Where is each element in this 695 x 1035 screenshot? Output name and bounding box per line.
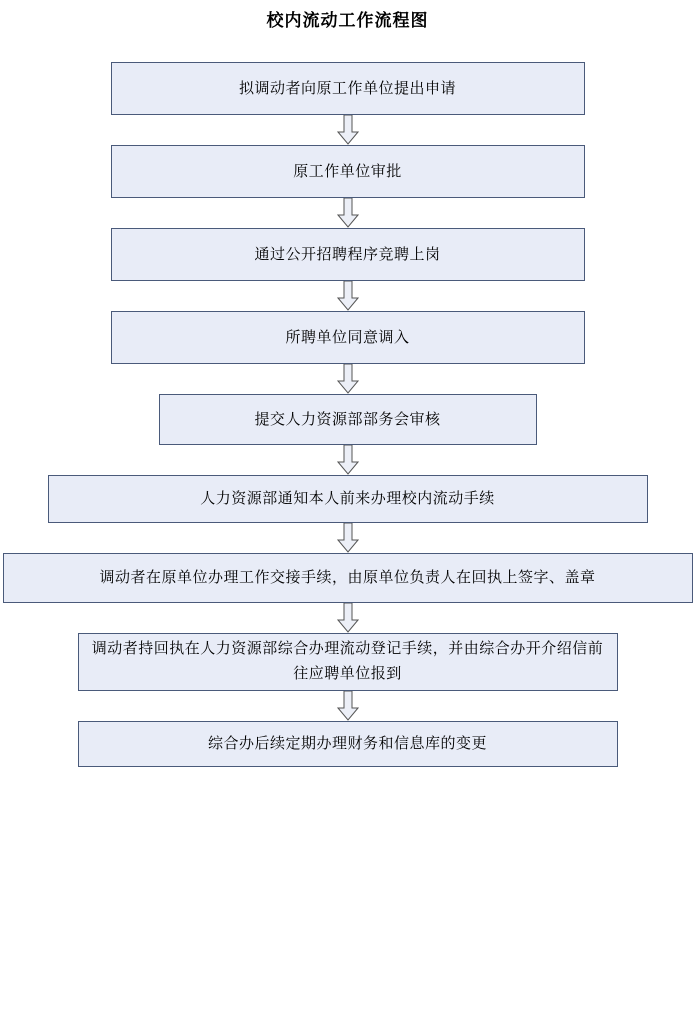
flow-node-3 (111, 228, 585, 281)
flow-node-6-label: 人力资源部通知本人前来办理校内流动手续 (200, 491, 495, 507)
flow-container (0, 62, 695, 767)
flow-node-5-label: 提交人力资源部部务会审核 (254, 411, 441, 428)
flowchart-page (0, 8, 695, 1035)
down-arrow-icon-5 (337, 445, 359, 475)
flow-node-6 (48, 475, 648, 523)
flow-node-1-label: 拟调动者向原工作单位提出申请 (238, 80, 456, 97)
flow-node-1 (111, 62, 585, 115)
flow-node-7 (3, 553, 693, 603)
flow-node-8-label: 调动者持回执在人力资源部综合办理流动登记手续，并由综合办开介绍信前往应聘单位报到 (91, 641, 604, 682)
flow-node-5 (159, 394, 537, 445)
down-arrow-icon-2 (337, 198, 359, 228)
page-title: 校内流动工作流程图 (266, 11, 429, 30)
down-arrow-icon-7 (337, 603, 359, 633)
down-arrow-icon-1 (337, 115, 359, 145)
flow-node-9 (78, 721, 618, 767)
flow-node-7-label: 调动者在原单位办理工作交接手续，由原单位负责人在回执上签字、盖章 (99, 570, 596, 586)
flow-node-2-label: 原工作单位审批 (293, 163, 402, 180)
down-arrow-icon-4 (337, 364, 359, 394)
flow-node-8 (78, 633, 618, 691)
flow-node-4-label: 所聘单位同意调入 (285, 329, 410, 346)
flow-node-3-label: 通过公开招聘程序竞聘上岗 (254, 246, 441, 263)
flow-node-4 (111, 311, 585, 364)
down-arrow-icon-3 (337, 281, 359, 311)
down-arrow-icon-6 (337, 523, 359, 553)
flow-node-2 (111, 145, 585, 198)
down-arrow-icon-8 (337, 691, 359, 721)
flow-node-9-label: 综合办后续定期办理财务和信息库的变更 (207, 736, 487, 752)
